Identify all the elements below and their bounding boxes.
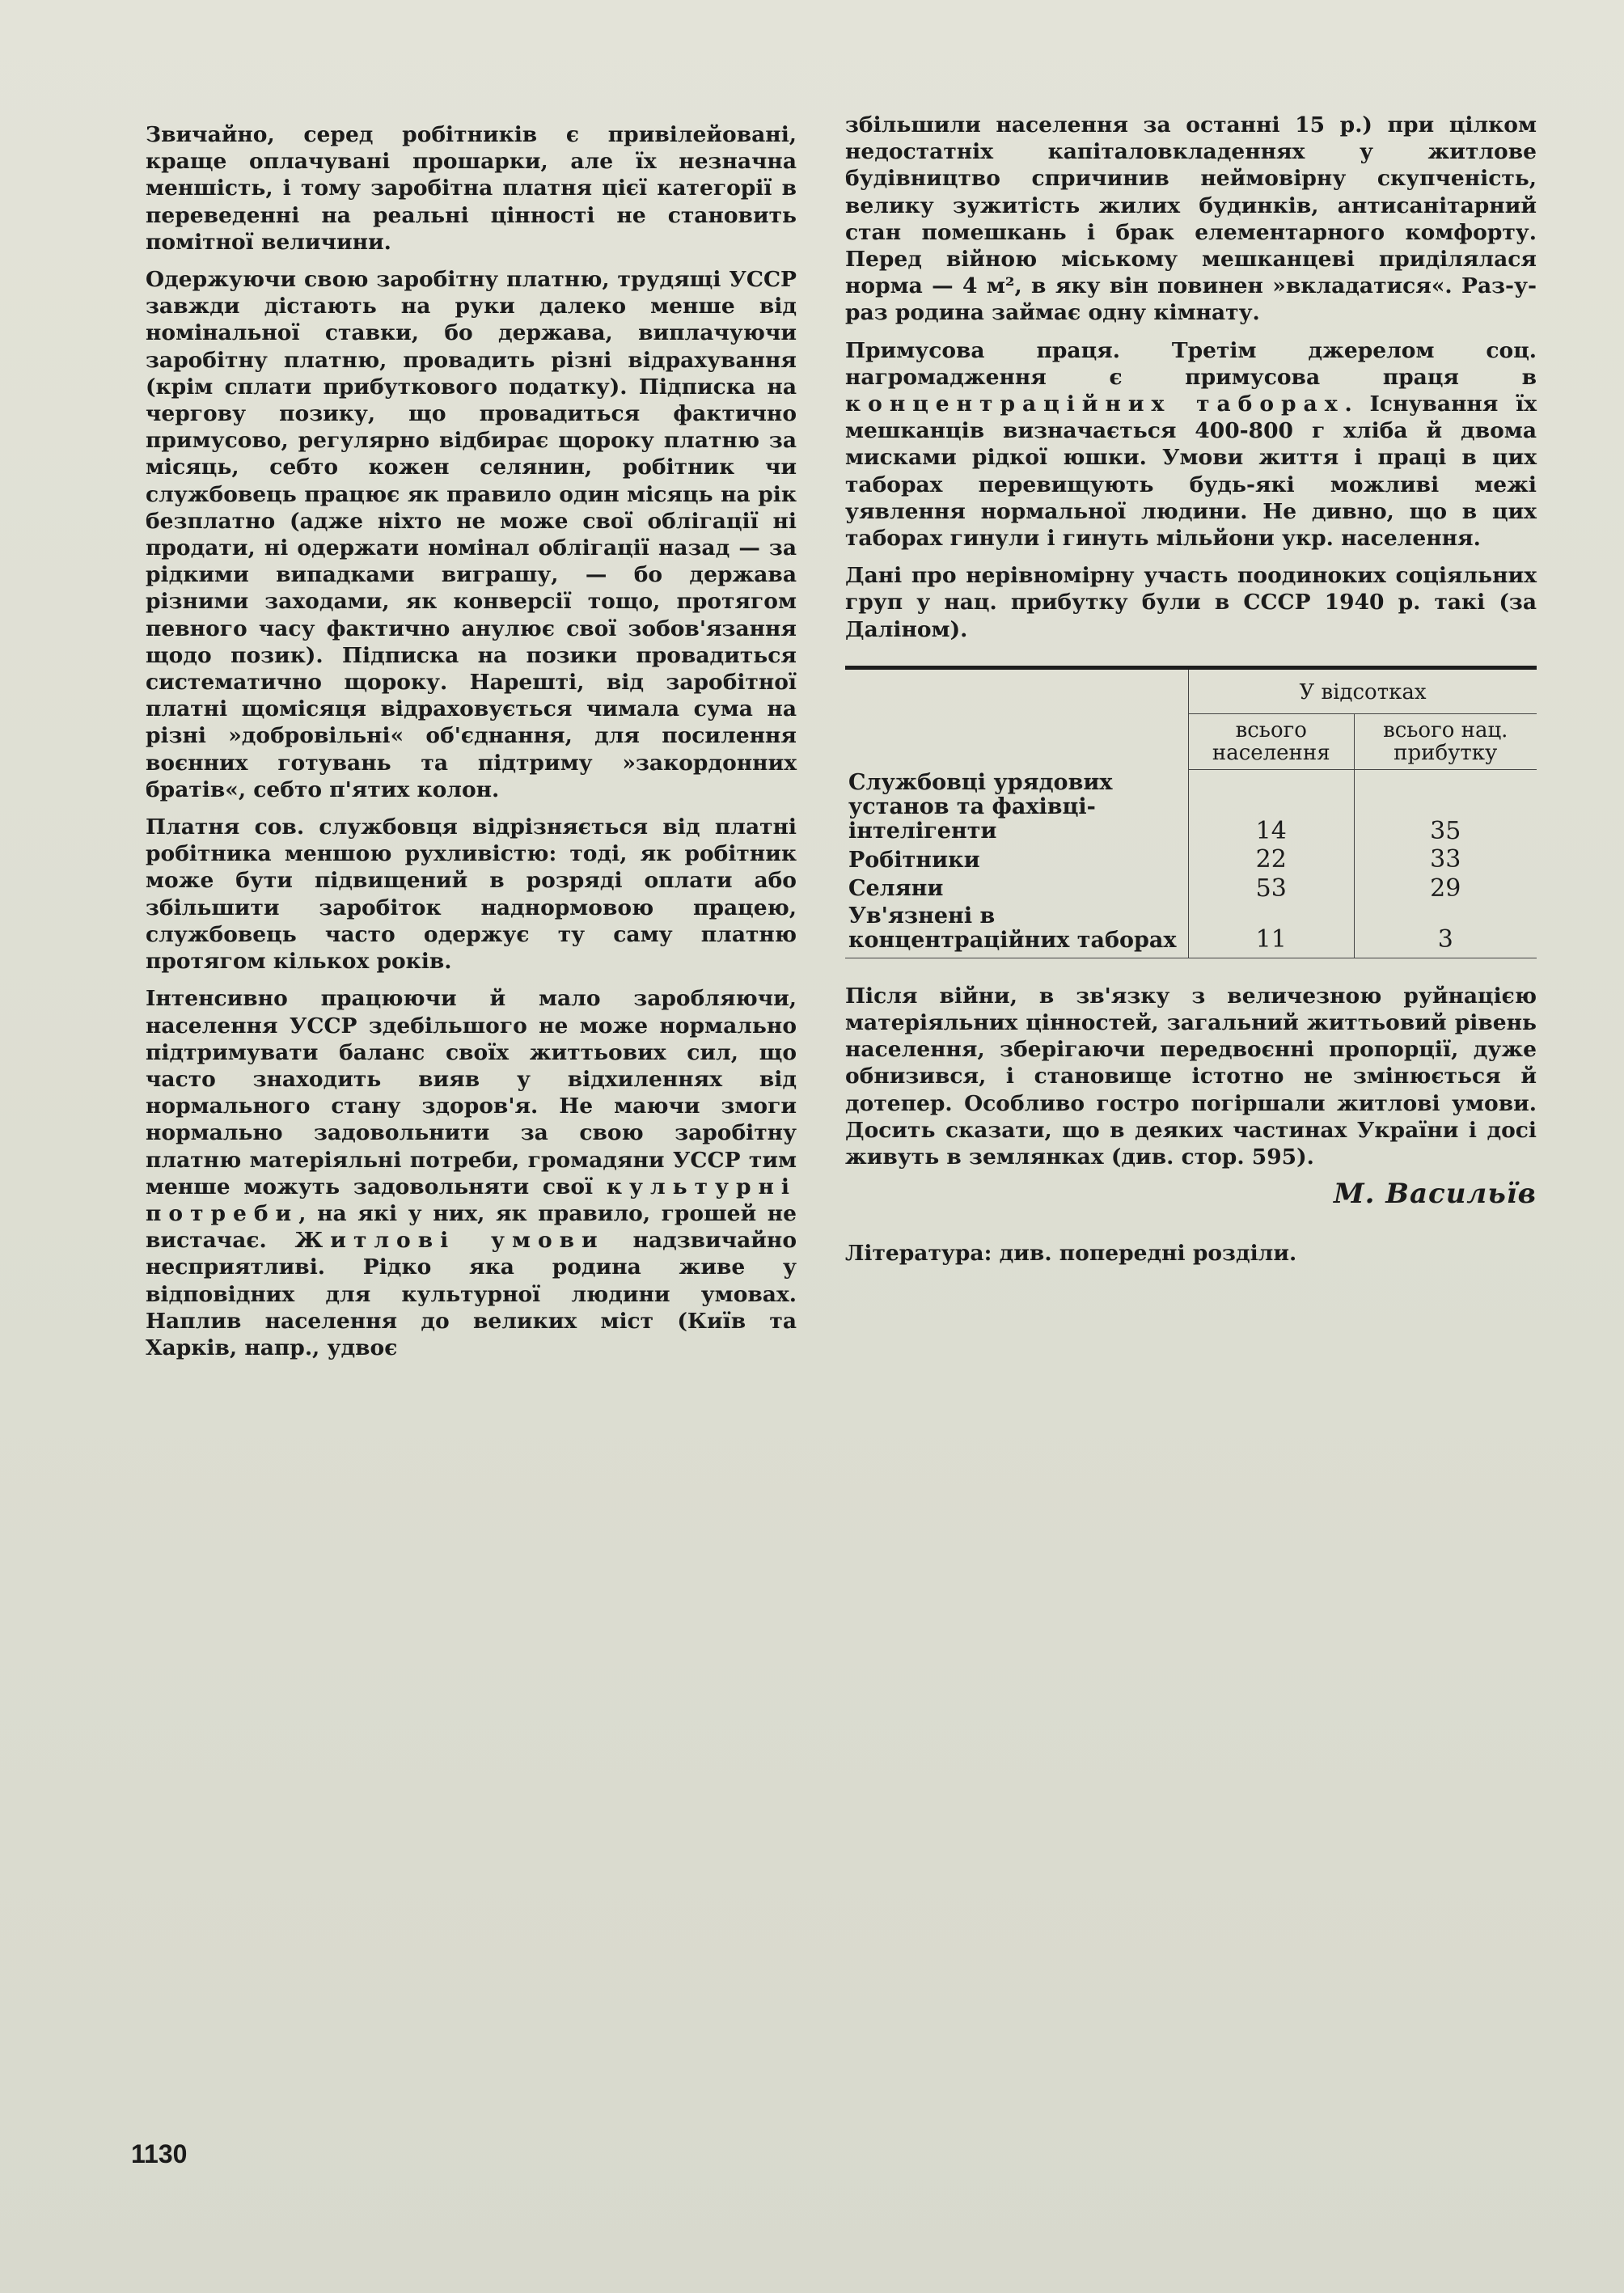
paragraph: Дані про нерівномірну участь поодиноких соціяльних груп у нац. прибутку були в СССР 1940 р. такі (за Даліном).: [845, 563, 1537, 642]
row-label: Службовці урядових установ та фахівці-інтелігенти: [848, 770, 1113, 844]
lead-in: Література:: [845, 1241, 992, 1267]
cell-value: 35: [1354, 769, 1537, 845]
page-number: 1130: [131, 2139, 188, 2168]
paragraph: Звичайно, серед робітників є привілейовані, краще оплачувані прошарки, але їх незначна меншість, і тому заробітна платня цієї категорії в переведенні на реальні цінності не становить помітної величини.: [146, 122, 797, 255]
text-run: надзвичайно несприятливі. Рідко яка родина живе у відповідних для культурної людини умовах. Наплив населення до великих міст (Київ та Харків, напр., удвоє: [146, 1228, 797, 1360]
cell-value: 11: [1189, 903, 1355, 958]
text-run: див. попередні розділи.: [992, 1241, 1297, 1267]
table-row: [845, 903, 1537, 958]
text-run: Третім джерелом соц. нагромадження є примусова праця в: [845, 337, 1537, 390]
right-column: [845, 112, 1537, 1278]
cell-value: 29: [1354, 874, 1537, 903]
left-column: [146, 121, 797, 1372]
cell-value: 33: [1354, 845, 1537, 874]
text-run: , в зв'язку з величезною руйнацією матеріяльних цінностей, загальний життьовий рівень населення, зберігаючи передвоєнні пропорції, дуже обнизився, і становище істотно не змінюється й дотепер. Особливо гостро погіршали житлові умови. Досить сказати, що в деяких частинах України і досі живуть в землянках (див. стор. 595).: [845, 983, 1537, 1170]
cell-value: 14: [1189, 769, 1355, 845]
paragraph: [845, 337, 1537, 552]
paragraph: [146, 985, 797, 1361]
lead-in: Після війни: [845, 983, 1010, 1009]
cell-value: 3: [1354, 903, 1537, 958]
income-table: [845, 666, 1537, 958]
author-signature: М. Васильїв: [1333, 1178, 1537, 1211]
table-corner: [845, 670, 1189, 770]
spaced-text: концентраційних таборах: [845, 391, 1345, 417]
table-col-header: всього населення: [1189, 713, 1355, 769]
text-run: Інтенсивно працюючи й мало заробляючи, населення УССР здебільшого не може нормально підтримувати баланс своїх життьових сил, що часто знаходить вияв у відхиленнях від нормального стану здоров'я. Не маючи змоги нормально задовольнити за свою заробітну платню матеріяльні потреби, громадяни УССР тим менше можуть задовольняти свої: [146, 986, 797, 1199]
spaced-text: Житлові умови: [294, 1228, 605, 1254]
spaced-text: культурні потреби: [146, 1174, 797, 1226]
row-label: Ув'язнені в концентраційних таборах: [845, 903, 1189, 958]
table-row: [845, 769, 1537, 845]
row-label: Селяни: [848, 875, 944, 901]
table-col-header: всього нац. прибутку: [1354, 713, 1537, 769]
table-row: [845, 874, 1537, 903]
table-group-header: У відсотках: [1189, 670, 1537, 714]
paragraph: Платня сов. службовця відрізняється від платні робітника меншою рухливістю: тоді, як робітник може бути підвищений в розряді оплати або збільшити заробіток наднормовою працею, службовець часто одержує ту саму платню протягом кількох років.: [146, 814, 797, 975]
cell-value: 53: [1189, 874, 1355, 903]
paragraph: Одержуючи свою заробітну платню, трудящі УССР завжди дістають на руки далеко менше від номінальної ставки, бо держава, виплачуючи заробітну платню, провадить різні відрахування (крім сплати прибуткового податку). Підписка на чергову позику, що провадиться фактично примусово, регулярно відбирає щороку платню за місяць, себто кожен селянин, робітник чи службовець працює як правило один місяць на рік безплатно (адже ніхто не може свої облігації ні продати, ні одержати номінал облігації назад — за рідкими випадками виграшу, — бо держава різними заходами, як конверсії тощо, протягом певного часу фактично анулює свої зобов'язання щодо позик). Підписка на позики провадиться систематично щороку. Нарешті, від заробітної платні щомісяця відраховується чимала сума на різні »добровільні« об'єднання, для посилення воєнних готувань та підтриму »закордонних братів«, себто п'ятих колон.: [146, 267, 797, 802]
paragraph: збільшили населення за останні 15 р.) при цілком недостатніх капіталовкладеннях у житлове будівництво спричинив неймовірну скупченість, велику зужитість жилих будинків, антисанітарний стан помешкань і брак елементарного комфорту. Перед війною міському мешканцеві приділялася норма — 4 м², в яку він повинен »вкладатися«. Раз-у-раз родина займає одну кімнату.: [845, 112, 1537, 326]
row-label: Робітники: [848, 847, 980, 873]
cell-value: 22: [1189, 845, 1355, 874]
table-row: [845, 845, 1537, 874]
paragraph: [845, 983, 1537, 1170]
text-run: . Існування їх мешканців визначається 400-800 г хліба й двома мисками рідкої юшки. Умови життя і праці в цих таборах перевищують будь-які можливі межі уявлення нормальної людини. Не дивно, що в цих таборах гинули і гинуть мільйони укр. населення.: [845, 391, 1537, 552]
text-run: , на які у них, як правило, грошей не вистачає.: [146, 1200, 797, 1254]
literature-note: [845, 1240, 1537, 1267]
lead-in: Примусова праця.: [845, 337, 1120, 363]
